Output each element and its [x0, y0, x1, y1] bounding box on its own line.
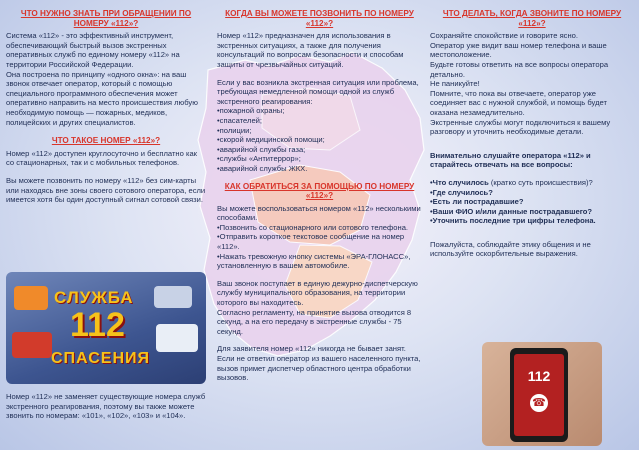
advice-line: Сохраняйте спокойствие и говорите ясно.: [430, 31, 579, 41]
paragraph-ways: Вы можете воспользоваться номером «112» несколькими способами.: [217, 203, 421, 223]
question-text: •Что случилось: [430, 177, 489, 187]
question-item: •Уточнить последние три цифры телефона.: [430, 216, 596, 226]
question-item: •Где случилось?: [430, 187, 493, 197]
list-item: •аварийной службы ЖКХ.: [217, 163, 308, 173]
phone-screen: [514, 354, 564, 436]
question-item: •Есть ли пострадавшие?: [430, 197, 524, 207]
phone-photo: [482, 342, 602, 446]
column-left-bottom: [6, 392, 206, 421]
heading-what-to-know: ЧТО НУЖНО ЗНАТЬ ПРИ ОБРАЩЕНИИ ПО НОМЕРУ «112»?: [20, 9, 192, 28]
column-right: [430, 9, 634, 259]
paragraph-system-112: Система «112» - это эффективный инструмент, обеспечивающий быстрый вызов экстренных оперативных служб по единому номеру «112» на территории Российской Федерации.: [6, 31, 180, 69]
rescue-vehicle-icon: [14, 286, 48, 310]
list-item: •Нажать тревожную кнопку системы «ЭРА-ГЛОНАСС», установленную в вашем автомобиле.: [217, 251, 411, 271]
services-list: [217, 106, 422, 173]
paragraph-other-numbers: Номер «112» не заменяет существующие номера служб экстренного реагирования, поэтому вы также можете звонить по номерам: «101», «102», «103» и «104».: [6, 392, 206, 421]
heading-when-to-call: КОГДА ВЫ МОЖЕТЕ ПОЗВОНИТЬ ПО НОМЕРУ «112»?: [225, 9, 414, 28]
paragraph-emergency: Если у вас возникла экстренная ситуация или проблема, требующая немедленной помощи одной из служб экстренного реагирования:: [217, 77, 419, 106]
logo-word-rescue: СПАСЕНИЯ: [51, 350, 150, 367]
rescue-service-logo: [6, 272, 206, 384]
paragraph-purpose: Номер «112» предназначен для использования в экстренных ситуациях, а также для получения консультаций по вопросам безопасности и способам защиты от чрезвычайных ситуаций.: [217, 31, 404, 69]
paragraph-dispatch: Ваш звонок поступает в единую дежурно-диспетчерскую службу муниципального образования, на территории которого вы находитесь.: [217, 278, 418, 308]
logo-number: 112: [70, 306, 125, 344]
advice-line: Не паникуйте!: [430, 79, 480, 89]
phone-handset-icon: ☎: [530, 394, 548, 412]
advice-line: Помните, что пока вы отвечаете, оператор уже соединяет вас с нужной службой, и помощь будет оказана незамедлительно.: [430, 88, 607, 117]
ambulance-icon: [156, 324, 198, 352]
questions-list: [430, 178, 634, 226]
ways-list: [217, 223, 422, 271]
column-left: [6, 9, 206, 205]
advice-line: Оператор уже видит ваш номер телефона и ваше местоположение.: [430, 40, 607, 60]
paragraph-ethics: Пожалуйста, соблюдайте этику общения и не используйте оскорбительные выражения.: [430, 239, 591, 259]
list-item: •аварийной службы газа;: [217, 144, 306, 154]
list-item: •службы «Антитеррор»;: [217, 154, 301, 164]
paragraph-available-24h: Номер «112» доступен круглосуточно и бесплатно как со стационарных, так и с мобильных телефонов.: [6, 148, 197, 168]
list-item: •спасателей;: [217, 115, 263, 125]
advice-list: [430, 31, 634, 137]
phone-number-112: 112: [527, 368, 551, 384]
heading-what-to-do: ЧТО ДЕЛАТЬ, КОГДА ЗВОНИТЕ ПО НОМЕРУ «112»?: [442, 9, 622, 28]
list-item: •скорой медицинской помощи;: [217, 135, 325, 145]
fire-truck-icon: [12, 332, 52, 358]
paragraph-timing: Согласно регламенту, на принятие вызова отводится 8 секунд, а на его передачу в экстренные службы - 75 секунд.: [217, 307, 412, 336]
paragraph-no-sim: Вы можете позвонить по номеру «112» без сим-карты или находясь вне зоны своего сотового оператора, если имеется хотя бы один доступный сигнал сотовой связи.: [6, 175, 206, 205]
question-note: (кратко суть происшествия)?: [488, 177, 593, 187]
list-item: •Отправить короткое текстовое сообщение на номер «112».: [217, 232, 405, 252]
column-center: [217, 9, 422, 383]
advice-line: Будьте готовы ответить на все вопросы оператора детально.: [430, 59, 609, 79]
paragraph-listen: Внимательно слушайте оператора «112» и старайтесь отвечать на все вопросы:: [430, 150, 591, 170]
paragraph-one-window: Она построена по принципу «одного окна»: на ваш звонок отвечает оператор, который с помощью специального программного обеспечения может оперативно направить на место происшествия любую необходимую помощь — пожарных, медиков, полицейских и других специалистов.: [6, 69, 198, 127]
phone-device: [510, 348, 568, 442]
list-item: •пожарной охраны;: [217, 106, 285, 116]
police-car-icon: [154, 286, 192, 308]
heading-how-to-ask: КАК ОБРАТИТЬСЯ ЗА ПОМОЩЬЮ ПО НОМЕРУ «112»?: [224, 181, 415, 201]
paragraph-never-busy: Для заявителя номер «112» никогда не бывает занят. Если не ответил оператор из вашего населенного пункта, вызов примет диспетчер областного центра обработки вызовов.: [217, 344, 421, 383]
logo-word-service: СЛУЖБА: [54, 288, 134, 307]
advice-line: Экстренные службы могут подключиться к вашему разговору и уточнить необходимые детали.: [430, 117, 611, 137]
question-item: [430, 178, 634, 188]
list-item: •полиции;: [217, 125, 252, 135]
heading-what-is-112: ЧТО ТАКОЕ НОМЕР «112»?: [51, 136, 161, 146]
question-item: •Ваши ФИО и/или данные пострадавшего?: [430, 206, 593, 216]
list-item: •Позвонить со стационарного или сотового телефона.: [217, 222, 409, 232]
